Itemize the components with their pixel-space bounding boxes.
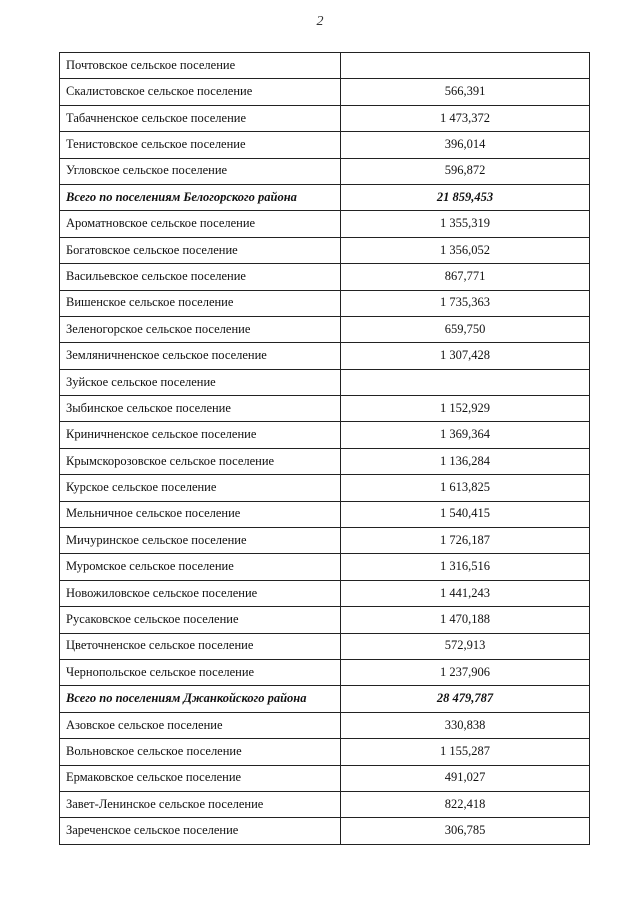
settlement-name: Крымскорозовское сельское поселение [60,448,341,474]
table-row [60,369,590,395]
table-row [60,105,590,131]
settlements-table-body [60,53,590,845]
settlement-value: 566,391 [341,79,590,105]
settlement-name: Угловское сельское поселение [60,158,341,184]
settlement-value: 1 473,372 [341,105,590,131]
settlement-name: Всего по поселениям Белогорского района [60,184,341,210]
settlement-value: 1 613,825 [341,475,590,501]
table-row [60,712,590,738]
settlement-name: Вишенское сельское поселение [60,290,341,316]
table-row [60,237,590,263]
settlement-value: 306,785 [341,818,590,844]
settlement-value: 21 859,453 [341,184,590,210]
settlement-value: 1 726,187 [341,528,590,554]
settlement-name: Мельничное сельское поселение [60,501,341,527]
settlement-value: 822,418 [341,791,590,817]
settlement-value: 1 470,188 [341,607,590,633]
table-row [60,211,590,237]
settlement-value: 1 441,243 [341,580,590,606]
settlement-name: Курское сельское поселение [60,475,341,501]
settlement-name: Земляничненское сельское поселение [60,343,341,369]
table-row [60,132,590,158]
settlement-name: Зареченское сельское поселение [60,818,341,844]
settlement-value: 1 355,319 [341,211,590,237]
page-number: 2 [316,14,324,29]
table-row [60,158,590,184]
table-row [60,528,590,554]
settlement-name: Зуйское сельское поселение [60,369,341,395]
settlement-name: Богатовское сельское поселение [60,237,341,263]
settlement-name: Цветочненское сельское поселение [60,633,341,659]
settlement-value: 491,027 [341,765,590,791]
table-row [60,316,590,342]
settlement-value: 867,771 [341,264,590,290]
settlement-name: Новожиловское сельское поселение [60,580,341,606]
table-row [60,659,590,685]
settlement-name: Русаковское сельское поселение [60,607,341,633]
table-row [60,53,590,79]
settlement-value: 1 237,906 [341,659,590,685]
settlement-value: 1 316,516 [341,554,590,580]
settlement-name: Табачненское сельское поселение [60,105,341,131]
table-row [60,791,590,817]
table-row [60,818,590,844]
settlement-value: 28 479,787 [341,686,590,712]
table-row [60,554,590,580]
settlement-value: 1 136,284 [341,448,590,474]
settlement-name: Зеленогорское сельское поселение [60,316,341,342]
table-row [60,422,590,448]
settlement-value: 1 152,929 [341,396,590,422]
settlement-name: Мичуринское сельское поселение [60,528,341,554]
settlement-name: Васильевское сельское поселение [60,264,341,290]
settlement-name: Азовское сельское поселение [60,712,341,738]
settlement-name: Криничненское сельское поселение [60,422,341,448]
settlement-value: 572,913 [341,633,590,659]
table-row [60,475,590,501]
settlement-value: 659,750 [341,316,590,342]
table-row [60,396,590,422]
table-row [60,448,590,474]
table-row [60,739,590,765]
settlement-name: Скалистовское сельское поселение [60,79,341,105]
settlement-name: Почтовское сельское поселение [60,53,341,79]
settlement-value [341,53,590,79]
table-row [60,343,590,369]
settlement-value: 1 540,415 [341,501,590,527]
settlement-name: Чернопольское сельское поселение [60,659,341,685]
table-row-total [60,184,590,210]
settlement-name: Зыбинское сельское поселение [60,396,341,422]
settlement-value: 596,872 [341,158,590,184]
settlement-value [341,369,590,395]
settlement-value: 1 307,428 [341,343,590,369]
table-row-total [60,686,590,712]
table-row [60,580,590,606]
settlement-name: Тенистовское сельское поселение [60,132,341,158]
table-row [60,607,590,633]
table-row [60,633,590,659]
settlement-name: Муромское сельское поселение [60,554,341,580]
settlements-table [59,52,590,845]
table-row [60,290,590,316]
settlement-value: 396,014 [341,132,590,158]
table-row [60,501,590,527]
settlement-value: 1 735,363 [341,290,590,316]
settlement-name: Всего по поселениям Джанкойского района [60,686,341,712]
table-row [60,79,590,105]
settlement-name: Вольновское сельское поселение [60,739,341,765]
settlement-value: 1 155,287 [341,739,590,765]
settlement-value: 1 369,364 [341,422,590,448]
settlement-name: Ароматновское сельское поселение [60,211,341,237]
settlement-value: 330,838 [341,712,590,738]
settlement-value: 1 356,052 [341,237,590,263]
settlement-name: Ермаковское сельское поселение [60,765,341,791]
table-row [60,264,590,290]
settlement-name: Завет-Ленинское сельское поселение [60,791,341,817]
table-row [60,765,590,791]
